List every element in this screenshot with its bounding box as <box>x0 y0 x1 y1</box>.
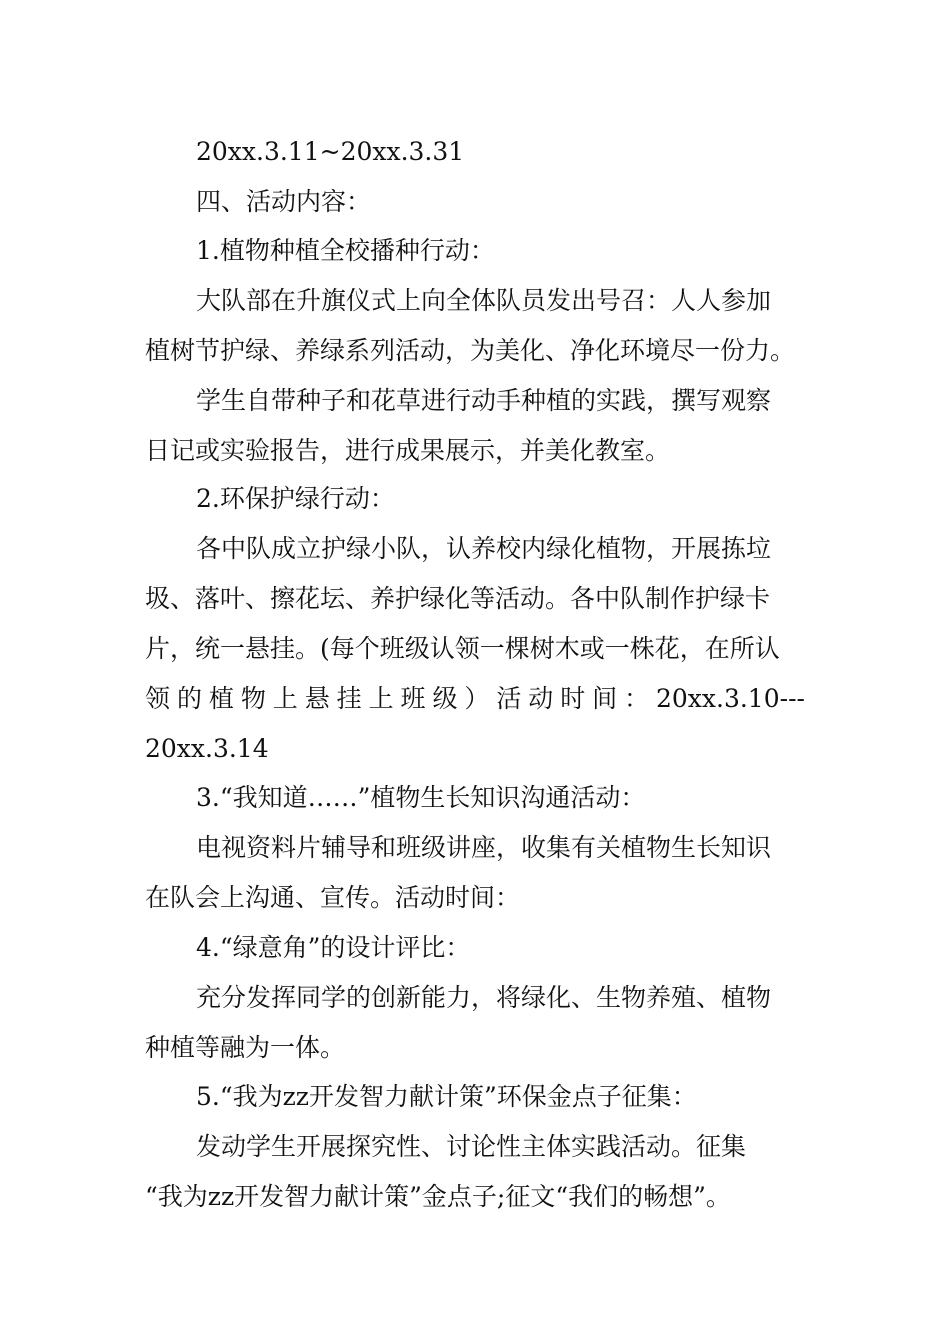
paragraph-line: 圾、落叶、擦花坛、养护绿化等活动。各中队制作护绿卡 <box>145 584 771 613</box>
paragraph-line: 学生自带种子和花草进行动手种植的实践，撰写观察 <box>196 386 772 415</box>
text-part: 上 <box>272 684 298 713</box>
paragraph-line: 片，统一悬挂。(每个班级认领一棵树木或一株花，在所认 <box>145 634 780 663</box>
paragraph-line: 大队部在升旗仪式上向全体队员发出号召：人人参加 <box>196 286 772 315</box>
text-part: 物 <box>240 684 266 713</box>
paragraph-line: 植树节护绿、养绿系列活动，为美化、净化环境尽一份力。 <box>145 336 796 365</box>
paragraph-line: 在队会上沟通、宣传。活动时间： <box>145 883 521 912</box>
item-3-heading: 3.“我知道……”植物生长知识沟通活动： <box>196 783 646 812</box>
text-part: 上 <box>368 684 394 713</box>
text-part: 班 <box>400 684 426 713</box>
paragraph-line: 各中队成立护绿小队，认养校内绿化植物，开展拣垃 <box>196 534 772 563</box>
date-range-line: 20xx.3.11~20xx.3.31 <box>196 137 465 166</box>
text-part: 间 <box>592 684 618 713</box>
paragraph-line: 电视资料片辅导和班级讲座，收集有关植物生长知识 <box>196 833 772 862</box>
text-part: 的 <box>176 684 202 713</box>
item-5-heading: 5.“我为zz开发智力献计策”环保金点子征集： <box>196 1082 697 1111</box>
text-part: 时 <box>560 684 586 713</box>
text-part: 挂 <box>336 684 362 713</box>
text-part: 悬 <box>304 684 330 713</box>
paragraph-line: 日记或实验报告，进行成果展示，并美化教室。 <box>145 436 671 465</box>
text-part: ） <box>464 684 490 713</box>
text-part: 动 <box>528 684 554 713</box>
section-heading: 四、活动内容： <box>196 187 372 216</box>
item-1-heading: 1.植物种植全校播种行动： <box>196 236 495 265</box>
text-part: 活 <box>496 684 522 713</box>
paragraph-line: 20xx.3.14 <box>145 734 269 763</box>
item-2-heading: 2.环保护绿行动： <box>196 484 395 513</box>
item-4-heading: 4.“绿意角”的设计评比： <box>196 933 471 962</box>
text-part: 20xx.3.10--- <box>656 684 805 713</box>
text-part: ： <box>624 684 650 713</box>
paragraph-line: 充分发挥同学的创新能力，将绿化、生物养殖、植物 <box>196 983 772 1012</box>
paragraph-line-justified <box>145 682 805 716</box>
text-part: 植 <box>208 684 234 713</box>
paragraph-line: 发动学生开展探究性、讨论性主体实践活动。征集 <box>196 1132 747 1161</box>
text-part: 级 <box>432 684 458 713</box>
paragraph-line: 种植等融为一体。 <box>145 1033 346 1062</box>
paragraph-line: “我为zz开发智力献计策”金点子;征文“我们的畅想”。 <box>145 1182 731 1211</box>
text-part: 领 <box>145 684 171 713</box>
